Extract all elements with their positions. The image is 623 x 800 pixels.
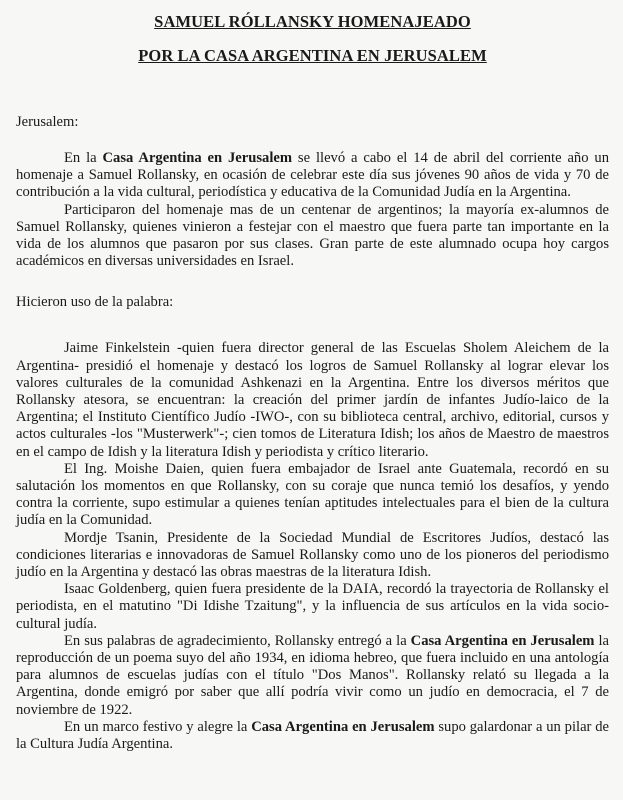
paragraph-6: Isaac Goldenberg, quien fuera presidente de la DAIA, recordó la trayectoria de Rollansky el periodista, en el matutino "Di Idishe Tzaitung", y la influencia de sus artículos en la vida socio-cultural judía.: [16, 581, 609, 632]
speakers-section: [16, 340, 609, 753]
paragraph-3: Jaime Finkelstein -quien fuera director general de las Escuelas Sholem Aleichem de la Argentina- presidió el homenaje y destacó los logros de Samuel Rollansky al lograr elevar los valores culturales de la comunidad Ashkenazi en la Argentina. Entre los diversos méritos que Rollansky atesora, se encuentran: la creación del primer jardín de infantes Judío-laico de la Argentina; el Instituto Científico Judío -IWO-, con su biblioteca central, archivo, editorial, cursos y actos culturales -los "Musterwerk"-; cien tomos de Literatura Idish; los años de Maestro de maestros en el campo de Idish y la literatura Idish y periodista y crítico literario.: [16, 340, 609, 460]
paragraph-1: En la Casa Argentina en Jerusalem se llevó a cabo el 14 de abril del corriente año un homenaje a Samuel Rollansky, en ocasión de celebrar este día sus jóvenes 90 años de vida y 70 de contribución a la vida cultural, periodística y educativa de la Comunidad Judía en la Argentina.: [16, 150, 609, 201]
title-line-2: POR LA CASA ARGENTINA EN JERUSALEM: [138, 46, 487, 65]
speakers-heading: Hicieron uso de la palabra:: [16, 294, 174, 311]
paragraph-4: El Ing. Moishe Daien, quien fuera embajador de Israel ante Guatemala, recordó en su salutación los momentos en que Rollansky, con su coraje que nunca temió los desafíos, y yendo contra la corriente, supo estimular a quienes tenían aptitudes intelectuales para el bien de la cultura judía en la Comunidad.: [16, 460, 609, 529]
paragraph-8: En un marco festivo y alegre la Casa Argentina en Jerusalem supo galardonar a un pilar de la Cultura Judía Argentina.: [16, 718, 609, 753]
dateline: Jerusalem:: [16, 114, 79, 130]
paragraph-5: Mordje Tsanin, Presidente de la Sociedad Mundial de Escritores Judíos, destacó las condiciones literarias e innovadoras de Samuel Rollansky como uno de los pioneros del periodismo judío en la Argentina y destacó las obras maestras de la literatura Idish.: [16, 529, 609, 581]
paragraph-7: En sus palabras de agradecimiento, Rollansky entregó a la Casa Argentina en Jerusalem la reproducción de un poema suyo del año 1934, en idioma hebreo, que fuera incluido en una antología para alumnos de escuelas judías con el título "Dos Manos". Rollansky relató su llegada a la Argentina, donde emigró por saber que allí podría vivir como un judío en democracia, el 7 de noviembre de 1922.: [16, 632, 609, 718]
paragraph-2: Participaron del homenaje mas de un centenar de argentinos; la mayoría ex-alumnos de Samuel Rollansky, quienes vinieron a festejar con el maestro que fuera parte tan importante en la vida de los alumnos que pasaron por sus clases. Gran parte de este alumnado ocupa hoy cargos académicos en diversas universidades en Israel.: [16, 201, 609, 270]
intro-section: [16, 150, 609, 270]
title-line-1: SAMUEL RÓLLANSKY HOMENAJEADO: [154, 12, 471, 31]
